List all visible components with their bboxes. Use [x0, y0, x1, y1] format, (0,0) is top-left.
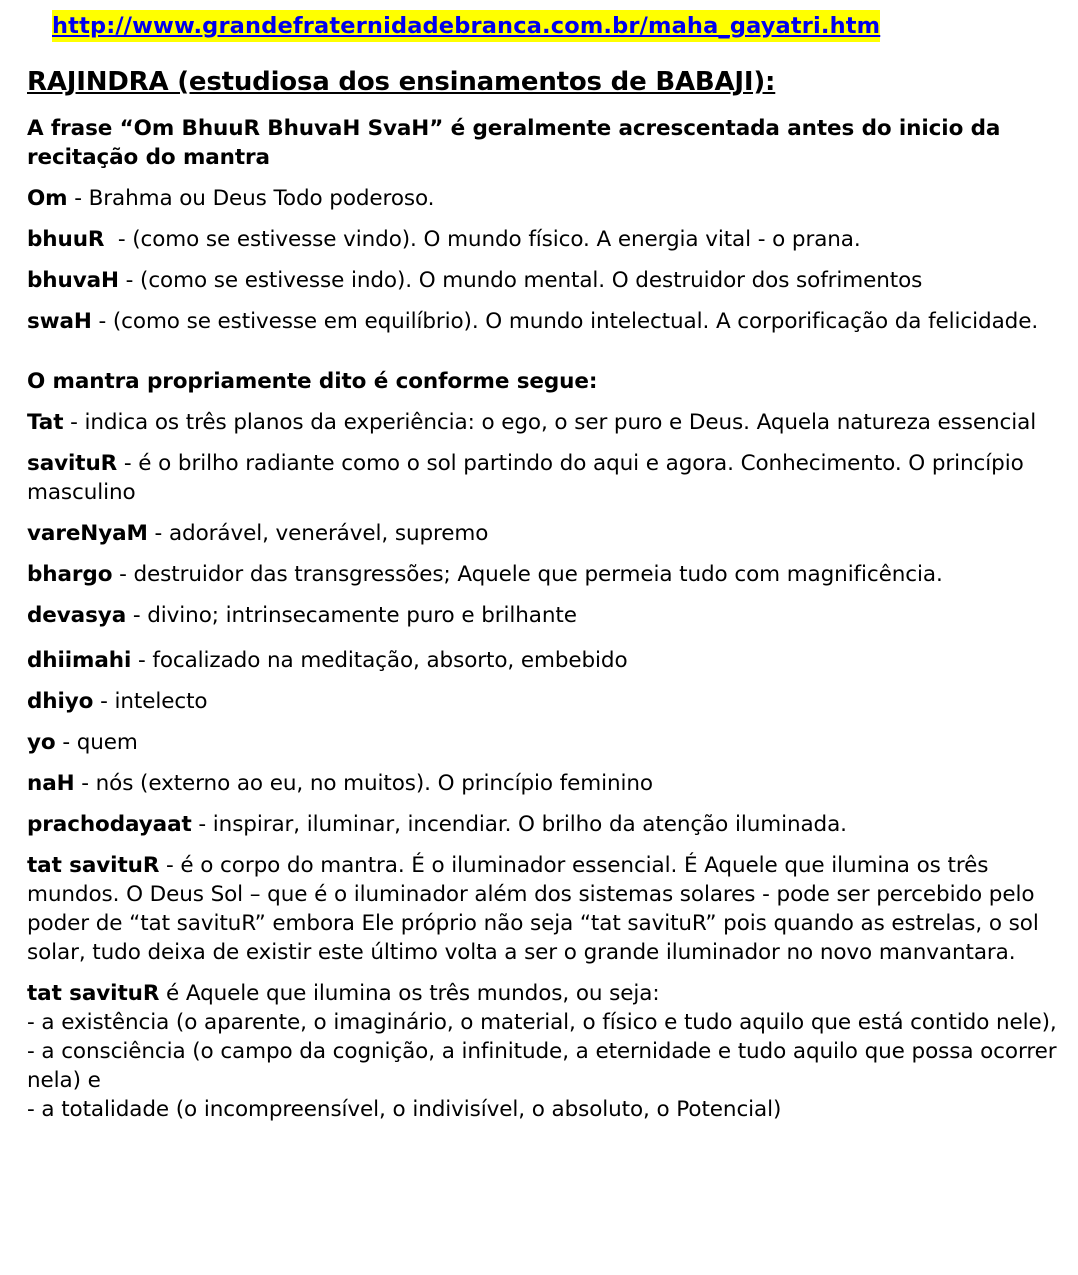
definition: - quem: [55, 730, 138, 755]
source-url-header: [52, 10, 880, 42]
term: devasya: [27, 603, 127, 628]
definition-dhiyo: [27, 687, 1057, 716]
definition: - nós (externo ao eu, no muitos). O princípio feminino: [74, 771, 653, 796]
definition-nah: [27, 769, 1057, 798]
definition: - Brahma ou Deus Todo poderoso.: [67, 186, 435, 211]
term: tat savituR: [27, 981, 160, 1006]
definition: - (como se estivesse indo). O mundo mental. O destruidor dos sofrimentos: [118, 268, 923, 293]
term: swaH: [27, 309, 92, 334]
definition: - inspirar, iluminar, incendiar. O brilho da atenção iluminada.: [191, 812, 847, 837]
term: savituR: [27, 451, 118, 476]
lead-text: é Aquele que ilumina os três mundos, ou seja:: [159, 981, 660, 1006]
definition-om: [27, 184, 1057, 213]
intro-paragraph: A frase “Om BhuuR BhuvaH SvaH” é geralmente acrescentada antes do inicio da recitação do mantra: [27, 116, 1001, 170]
closing-item-existencia: - a existência (o aparente, o imaginário, o material, o físico e tudo aquilo que está contido nele),: [27, 1010, 1057, 1035]
closing-lead: [27, 979, 1057, 1008]
definition: - (como se estivesse vindo). O mundo físico. A energia vital - o prana.: [104, 227, 861, 252]
definition-savitur: [27, 449, 1057, 507]
mantra-heading: O mantra propriamente dito é conforme segue:: [27, 369, 598, 394]
term: Tat: [27, 410, 64, 435]
definition-varenyam: [27, 519, 1057, 548]
definition: - indica os três planos da experiência: o ego, o ser puro e Deus. Aquela natureza essencial: [63, 410, 1037, 435]
closing-item-totalidade: - a totalidade (o incompreensível, o indivisível, o absoluto, o Potencial): [27, 1097, 782, 1122]
definition-yo: [27, 728, 1057, 757]
definition-swah: [27, 307, 1057, 336]
term: dhiimahi: [27, 648, 132, 673]
source-url-link[interactable]: http://www.grandefraternidadebranca.com.br/maha_gayatri.htm: [52, 10, 880, 42]
term: vareNyaM: [27, 521, 148, 546]
term: dhiyo: [27, 689, 94, 714]
definition-prachodayaat: [27, 810, 1057, 839]
closing-item-consciencia: - a consciência (o campo da cognição, a infinitude, a eternidade e tudo aquilo que possa ocorrer nela) e: [27, 1039, 1057, 1093]
definition-bhuvah: [27, 266, 1057, 295]
definition: - adorável, venerável, supremo: [147, 521, 489, 546]
term: prachodayaat: [27, 812, 192, 837]
definition: - destruidor das transgressões; Aquele que permeia tudo com magnificência.: [112, 562, 943, 587]
term: bhargo: [27, 562, 113, 587]
definition-tat-savitur: [27, 851, 1057, 967]
definition-bhargo: [27, 560, 1057, 589]
definition: - é o corpo do mantra. É o iluminador essencial. É Aquele que ilumina os três mundos. O Deus Sol – que é o iluminador além dos sistemas solares - pode ser percebido pelo poder de “tat savituR” embora Ele próprio não seja “tat savituR” pois quando as estrelas, o sol solar, tudo deixa de existir este último volta a ser o grande iluminador no novo manvantara.: [27, 853, 1039, 965]
closing-paragraph: [27, 979, 1057, 1124]
section-title: RAJINDRA (estudiosa dos ensinamentos de BABAJI):: [27, 67, 776, 97]
term: bhuvaH: [27, 268, 119, 293]
term: tat savituR: [27, 853, 160, 878]
term: Om: [27, 186, 68, 211]
term: bhuuR: [27, 227, 105, 252]
term: yo: [27, 730, 56, 755]
definition: - (como se estivesse em equilíbrio). O mundo intelectual. A corporificação da felicidade.: [91, 309, 1039, 334]
document-body: [27, 62, 1057, 1124]
definition-tat: [27, 408, 1057, 437]
definition: - é o brilho radiante como o sol partindo do aqui e agora. Conhecimento. O princípio masculino: [27, 451, 1024, 505]
term: naH: [27, 771, 75, 796]
definition-devasya: [27, 601, 1057, 630]
definition: - divino; intrinsecamente puro e brilhante: [126, 603, 577, 628]
definition-dhiimahi: [27, 646, 1057, 675]
definition: - focalizado na meditação, absorto, embebido: [131, 648, 628, 673]
definition-bhuur: [27, 225, 1057, 254]
definition: - intelecto: [93, 689, 208, 714]
